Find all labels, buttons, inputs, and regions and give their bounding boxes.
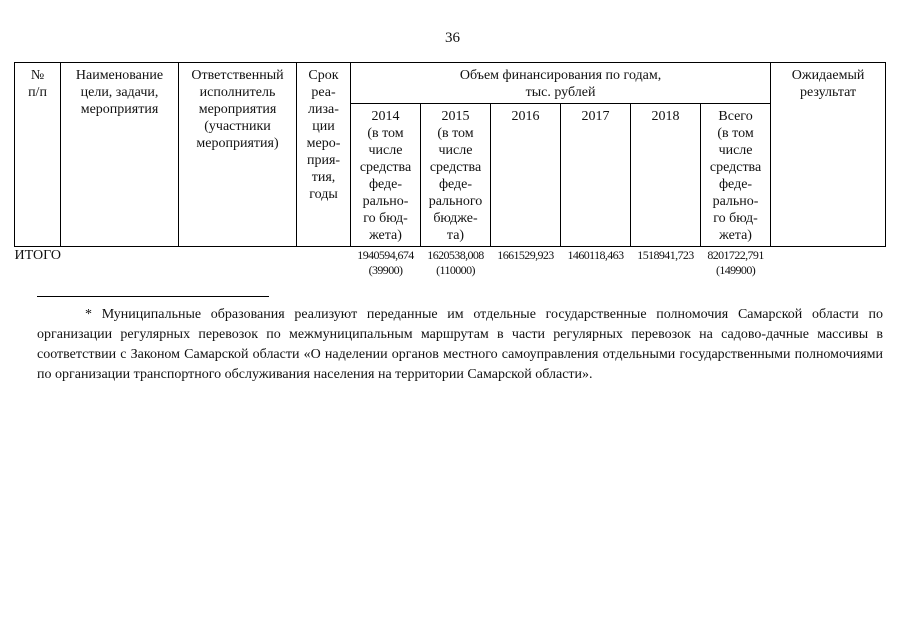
header-responsible: Ответственный исполнитель мероприятия (участники мероприятия) bbox=[179, 63, 297, 247]
footnote-divider bbox=[37, 296, 269, 297]
year-note: (в том числе средства феде- рального бюдже- та) bbox=[428, 126, 483, 243]
year-2014: 2014 (в том числе средства феде- рально- го бюд- жета) bbox=[351, 104, 421, 247]
year-2018: 2018 bbox=[631, 104, 701, 247]
header-period: Срок реа- лиза- ции меро- прия- тия, годы bbox=[297, 63, 351, 247]
header-num: № п/п bbox=[15, 63, 61, 247]
total-2016: 1661529,923 bbox=[491, 247, 561, 279]
header-result: Ожидаемый результат bbox=[771, 63, 886, 247]
year-2016: 2016 bbox=[491, 104, 561, 247]
total-2014: 1940594,674 (39900) bbox=[351, 247, 421, 279]
year-2015: 2015 (в том числе средства феде- рального бюдже- та) bbox=[421, 104, 491, 247]
total-2015: 1620538,008 (110000) bbox=[421, 247, 491, 279]
year-total: Всего (в том числе средства феде- рально- го бюд- жета) bbox=[701, 104, 771, 247]
year-2017: 2017 bbox=[561, 104, 631, 247]
year-note: (в том числе средства феде- рально- го бюд- жета) bbox=[359, 126, 412, 243]
year-note: (в том числе средства феде- рально- го бюд- жета) bbox=[709, 126, 762, 243]
total-2018: 1518941,723 bbox=[631, 247, 701, 279]
total-row bbox=[15, 247, 886, 279]
total-label: ИТОГО bbox=[15, 247, 351, 279]
page-number: 36 bbox=[445, 30, 460, 46]
header-name: Наименование цели, задачи, мероприятия bbox=[61, 63, 179, 247]
footnote-text: * Муниципальные образования реализуют переданные им отдельные государственные полномочия Самарской области по организации регулярных перевозок по межмуниципальным маршрутам в части регулярных перевозок на садово-дачные массивы в соответствии с Законом Самарской области «О наделении органов местного самоуправления отдельными государственными полномочиями по организации транспортного обслуживания населения на территории Самарской области». bbox=[37, 307, 883, 382]
header-funding: Объем финансирования по годам, тыс. рублей bbox=[351, 63, 771, 104]
total-result bbox=[771, 247, 886, 279]
total-2017: 1460118,463 bbox=[561, 247, 631, 279]
financing-table bbox=[14, 62, 886, 278]
total-all: 8201722,791 (149900) bbox=[701, 247, 771, 279]
header-row-top bbox=[15, 63, 886, 104]
